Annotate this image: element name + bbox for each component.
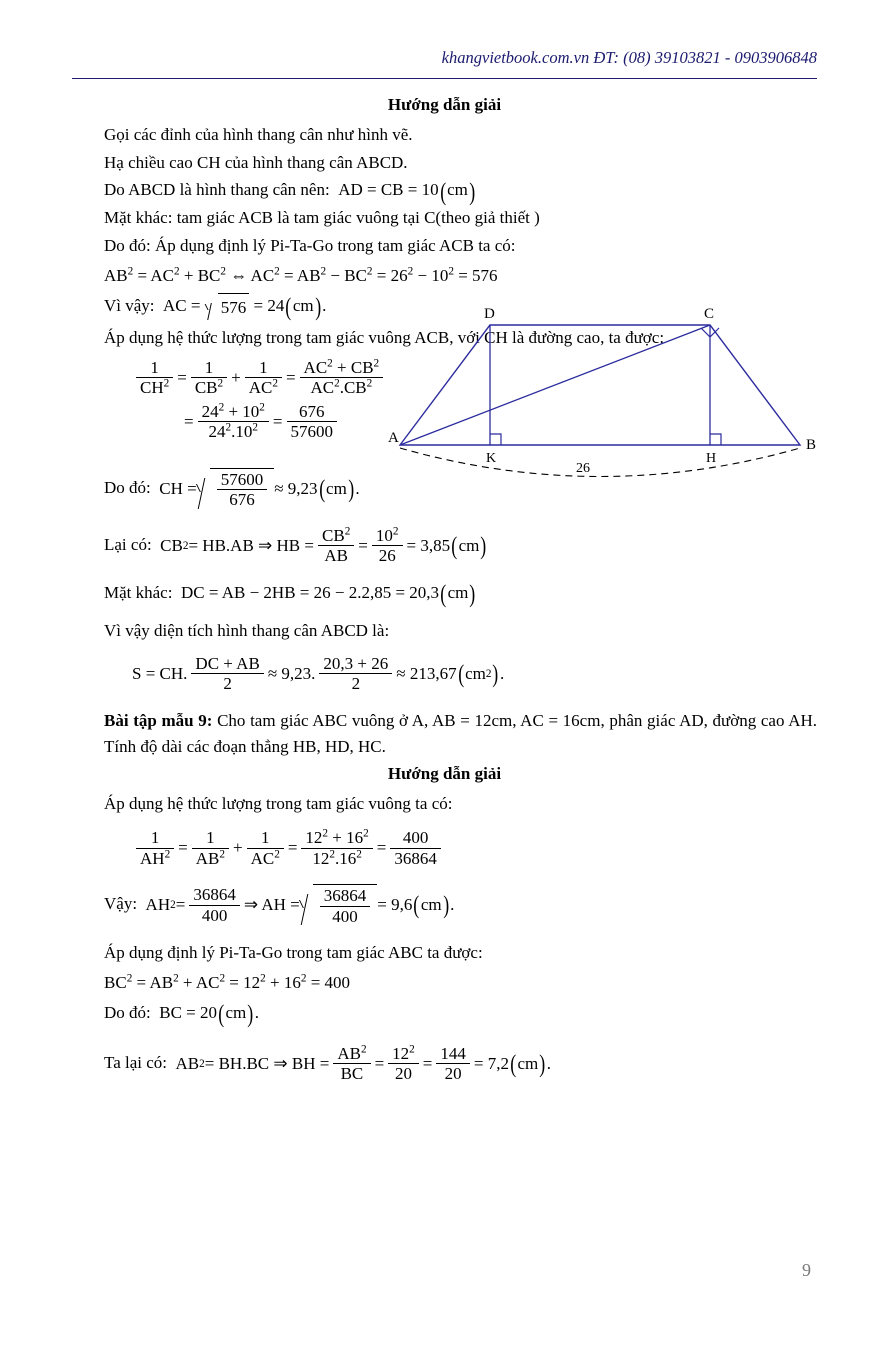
- solution-line-10: [72, 579, 817, 609]
- solution2-line-5-math: AB 2 = BH.BC ⇒ BH = $\frac{AB^2}{BC}$ = $\frac{12^2}{20}$ = $\frac{144}{20}$ = 7,2 ( cm ) .: [171, 1043, 551, 1084]
- label-d: D: [484, 306, 495, 322]
- equation-2: $\frac{1}{CH^2}$ = $\frac{1}{CB^2}$ + $\frac{1}{AC^2}$ = $\frac{AC^2 + CB^2}{AC^2.CB^2}$: [72, 355, 817, 398]
- header-phone: ĐT: (08) 39103821 - 0903906848: [593, 48, 817, 67]
- label-h: H: [706, 451, 717, 466]
- diagonal-ac: [400, 325, 710, 445]
- solution-line-7: Áp dụng hệ thức lượng trong tam giác vuông ACB, với CH là đường cao, ta được:: [104, 327, 665, 347]
- solution2-line-4: [72, 999, 817, 1029]
- solution-heading-2: Hướng dẫn giải: [387, 764, 502, 784]
- solution2-line-3: Áp dụng định lý Pi-Ta-Go trong tam giác ABC ta được:: [104, 943, 483, 963]
- solution2-line-4-math: BC = 20(cm).: [155, 999, 260, 1029]
- solution2-line-5-text: Ta lại có:: [104, 1052, 168, 1072]
- right-angle-k: [490, 434, 501, 445]
- solution2-line-2: [72, 884, 817, 926]
- solution2-line-2-math: AH 2 = $\frac{36864}{400}$ ⇒ AH = $\frac{36864}{400}$ = 9,6 ( cm ) .: [141, 885, 455, 926]
- solution-line-10-math: DC = AB − 2HB = 26 − 2.2,85 = 20,3(cm): [176, 579, 476, 609]
- solution-line-10-text: Mặt khác:: [104, 583, 173, 602]
- label-c: C: [704, 306, 715, 322]
- solution-line-8-text: Do đó:: [104, 477, 151, 497]
- solution-line-3-math: AD = CB = 10(cm): [333, 176, 476, 206]
- page-number: 9: [802, 1260, 811, 1280]
- solution2-line-4-text: Do đó:: [104, 1002, 151, 1022]
- right-angle-h: [710, 434, 721, 445]
- solution-line-4: Mặt khác: tam giác ACB là tam giác vuông tại C(theo giả thiết ): [104, 208, 540, 228]
- trapezoid-outline: [400, 325, 800, 445]
- solution-line-5: Do đó: Áp dụng định lý Pi-Ta-Go trong tam giác ACB ta có:: [104, 236, 516, 256]
- solution2-line-5: [72, 1044, 817, 1084]
- solution2-line-2-text: Vậy:: [104, 894, 138, 914]
- solution-line-11: Vì vậy diện tích hình thang cân ABCD là:: [104, 620, 390, 640]
- label-b: B: [806, 437, 817, 453]
- geometry-figure: [380, 300, 820, 505]
- exercise-label: Bài tập mẫu 9:: [104, 710, 213, 730]
- exercise-title: [72, 708, 817, 760]
- label-k: K: [486, 451, 497, 466]
- page-header: [72, 48, 817, 68]
- solution-line-8-math: CH = $\frac{57600}{676}$ ≈ 9,23 ( cm ) .: [155, 469, 360, 510]
- exercise-text: Cho tam giác ABC vuông ở A, AB = 12cm, AC = 16cm, phân giác AD, đường cao AH. Tính độ dài các đoạn thẳng HB, HD, HC.: [104, 710, 817, 756]
- solution-line-9-math: CB 2 = HB.AB ⇒ HB = $\frac{CB^2}{AB}$ = $\frac{10^2}{26}$ = 3,85 ( cm ): [155, 525, 487, 566]
- solution-line-2: Hạ chiều cao CH của hình thang cân ABCD.: [104, 152, 408, 172]
- header-divider: [72, 78, 817, 79]
- solution-line-6-math: AC = 576 = 24(cm).: [158, 292, 327, 322]
- equation-1: $AB^2 = AC^2 + BC^2$ ⇔ $AC^2 = AB^2 - BC^2 = 26^2 - 10^2 = 576$: [104, 265, 498, 285]
- base-measure-arc: [400, 448, 800, 477]
- equation-5: $\frac{1}{AH^2}$ = $\frac{1}{AB^2}$ + $\frac{1}{AC^2}$ = $\frac{12^2 + 16^2}{12^2.16^2}$ = $\frac{400}{36864}$: [72, 825, 817, 868]
- label-a: A: [388, 430, 399, 446]
- solution-line-3: [72, 176, 817, 206]
- equation-3: = $\frac{24^2 + 10^2}{24^2.10^2}$ = $\frac{676}{57600}$: [72, 402, 817, 442]
- solution-line-3-text: Do ABCD là hình thang cân nên:: [104, 180, 330, 200]
- solution-line-1: Gọi các đỉnh của hình thang cân như hình vẽ.: [104, 124, 413, 144]
- solution-line-9: [72, 526, 817, 566]
- document-body: [72, 92, 817, 1086]
- trapezoid-diagram: [380, 300, 820, 505]
- label-base-length: 26: [576, 461, 590, 476]
- solution-line-6-text: Vì vậy:: [104, 295, 155, 315]
- solution-heading-1: Hướng dẫn giải: [387, 95, 502, 114]
- solution2-line-1: Áp dụng hệ thức lượng trong tam giác vuông ta có:: [104, 794, 453, 814]
- equation-4: S = CH. $\frac{DC + AB}{2}$ ≈ 9,23. $\frac{20,3 + 26}{2}$ ≈ 213,67 ( cm 2 ) .: [132, 653, 505, 694]
- equation-6: $BC^2 = AB^2 + AC^2 = 12^2 + 16^2 = 400$: [104, 972, 351, 993]
- solution-line-9-text: Lại có:: [104, 534, 152, 554]
- header-website: khangvietbook.com.vn: [441, 48, 590, 67]
